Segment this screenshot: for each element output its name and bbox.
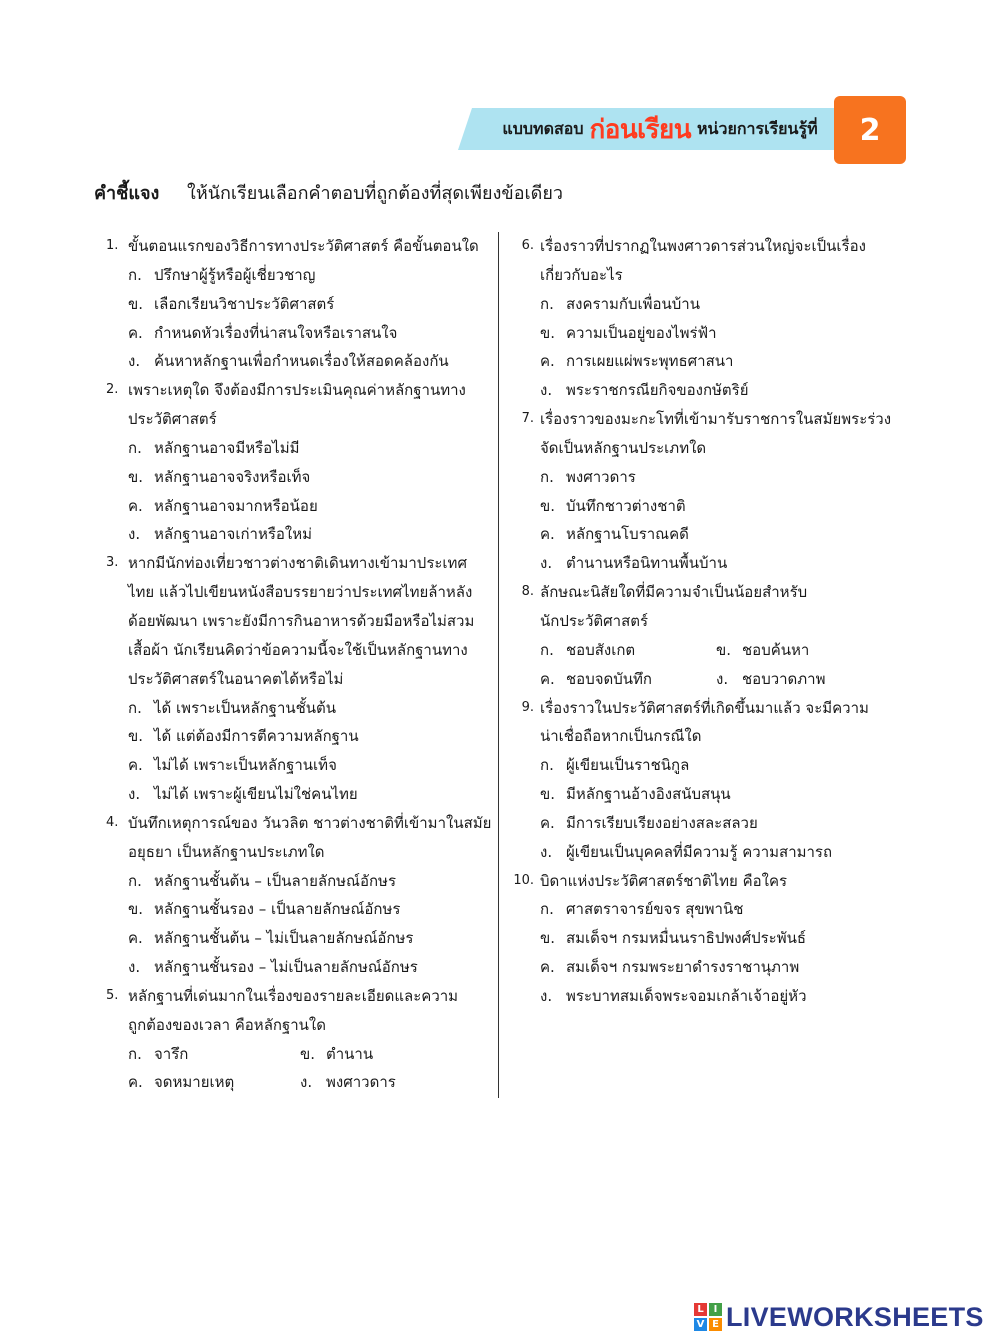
option-text: บันทึกชาวต่างชาติ xyxy=(566,496,686,515)
question-text: เรื่องราวที่ปรากฏในพงศาวดารส่วนใหญ่จะเป็นเรื่อง xyxy=(540,237,866,255)
logo-mark-letter: L xyxy=(694,1303,707,1316)
answer-option xyxy=(540,636,716,665)
option-letter: ก. xyxy=(128,698,142,717)
question-number: 5. xyxy=(106,987,119,1003)
answer-option xyxy=(106,722,498,751)
option-letter: ข. xyxy=(128,467,144,486)
option-text: การเผยแผ่พระพุทธศาสนา xyxy=(566,352,734,371)
question-line xyxy=(510,867,920,896)
option-letter: ง. xyxy=(716,669,729,688)
question-number: 4. xyxy=(106,814,119,830)
header-prefix: แบบทดสอบ xyxy=(502,118,584,138)
option-letter: ข. xyxy=(540,785,556,804)
option-text: เลือกเรียนวิชาประวัติศาสตร์ xyxy=(154,294,335,313)
answer-option xyxy=(300,1040,472,1069)
option-text: มีหลักฐานอ้างอิงสนับสนุน xyxy=(566,785,731,804)
answer-option xyxy=(106,290,498,319)
header-title xyxy=(480,108,840,150)
option-text: หลักฐานชั้นรอง – ไม่เป็นลายลักษณ์อักษร xyxy=(154,958,418,977)
question-text: หลักฐานที่เด่นมากในเรื่องของรายละเอียดและความ xyxy=(128,986,459,1005)
option-text: หลักฐานโบราณคดี xyxy=(566,525,689,544)
option-letter: ค. xyxy=(540,958,555,977)
option-text: ชอบจดบันทึก xyxy=(566,669,652,688)
option-letter: ข. xyxy=(540,929,556,948)
question-text-continued: ประวัติศาสตร์ในอนาคตได้หรือไม่ xyxy=(128,669,344,688)
question-item xyxy=(510,405,920,578)
answer-option xyxy=(106,780,498,809)
answer-option xyxy=(106,434,498,463)
option-text: กำหนดหัวเรื่องที่น่าสนใจหรือเราสนใจ xyxy=(154,323,398,342)
question-line xyxy=(106,549,498,578)
answer-option xyxy=(510,549,920,578)
option-text: ได้ แต่ต้องมีการตีความหลักฐาน xyxy=(154,727,359,746)
option-letter: ง. xyxy=(128,785,141,804)
question-line xyxy=(510,232,920,261)
option-text: พงศาวดาร xyxy=(566,467,636,486)
option-letter: ค. xyxy=(540,352,555,371)
option-text: สงครามกับเพื่อนบ้าน xyxy=(566,294,700,313)
question-text-continued: นักประวัติศาสตร์ xyxy=(540,611,649,630)
question-line xyxy=(106,809,498,838)
option-text: ความเป็นอยู่ของไพร่ฟ้า xyxy=(566,323,717,342)
option-text: ศาสตราจารย์ขจร สุขพานิช xyxy=(566,900,744,919)
answer-option xyxy=(510,376,920,405)
option-letter: ก. xyxy=(128,1044,142,1063)
answer-option xyxy=(540,665,716,694)
question-line xyxy=(106,982,498,1011)
option-text: ชอบวาดภาพ xyxy=(742,669,826,688)
logo-mark-icon xyxy=(694,1303,722,1331)
answer-option xyxy=(510,492,920,521)
instructions-label: คำชี้แจง xyxy=(94,183,160,204)
option-letter: ง. xyxy=(300,1073,313,1092)
option-text: สมเด็จฯ กรมพระยาดำรงราชานุภาพ xyxy=(566,958,800,977)
answer-option xyxy=(510,290,920,319)
option-letter: ก. xyxy=(540,467,554,486)
answer-option xyxy=(106,492,498,521)
question-text: หากมีนักท่องเที่ยวชาวต่างชาติเดินทางเข้ามาประเทศ xyxy=(128,554,467,573)
option-letter: ข. xyxy=(540,323,556,342)
question-number: 3. xyxy=(106,555,119,571)
option-text: ค้นหาหลักฐานเพื่อกำหนดเรื่องให้สอดคล้องกัน xyxy=(154,352,449,371)
answer-option xyxy=(300,1068,472,1097)
question-item xyxy=(510,694,920,867)
option-letter: ง. xyxy=(128,525,141,544)
option-text: หลักฐานชั้นรอง – เป็นลายลักษณ์อักษร xyxy=(154,900,401,919)
option-text: พระบาทสมเด็จพระจอมเกล้าเจ้าอยู่หัว xyxy=(566,986,807,1005)
option-letter: ข. xyxy=(128,900,144,919)
column-divider xyxy=(498,232,499,1098)
question-item xyxy=(106,982,498,1097)
option-letter: ง. xyxy=(540,986,553,1005)
question-text-continued: ด้อยพัฒนา เพราะยังมีการกินอาหารด้วยมือหรือไม่สวม xyxy=(128,611,475,630)
question-number: 1. xyxy=(106,238,119,253)
answer-option xyxy=(106,520,498,549)
liveworksheets-logo xyxy=(694,1300,984,1334)
question-item xyxy=(106,232,498,376)
question-text-continued: ประวัติศาสตร์ xyxy=(128,410,217,429)
question-text: บิดาแห่งประวัติศาสตร์ชาติไทย คือใคร xyxy=(540,871,788,890)
option-letter: ค. xyxy=(128,929,143,948)
answer-option xyxy=(510,347,920,376)
answer-option xyxy=(510,953,920,982)
header-highlight: ก่อนเรียน xyxy=(589,114,691,145)
answer-option xyxy=(106,463,498,492)
answer-option xyxy=(510,838,920,867)
answer-option-row xyxy=(106,1040,498,1069)
option-letter: ง. xyxy=(540,381,553,400)
option-text: จดหมายเหตุ xyxy=(154,1073,235,1092)
answer-option xyxy=(716,636,892,665)
question-line xyxy=(510,694,920,723)
question-item xyxy=(510,232,920,405)
option-letter: ข. xyxy=(716,640,732,659)
option-text: สมเด็จฯ กรมหมื่นนราธิปพงศ์ประพันธ์ xyxy=(566,929,807,948)
answer-option xyxy=(106,751,498,780)
question-item xyxy=(106,549,498,809)
answer-option xyxy=(128,1040,300,1069)
option-letter: ค. xyxy=(128,323,143,342)
question-text: ขั้นตอนแรกของวิธีการทางประวัติศาสตร์ คือขั้นตอนใด xyxy=(128,237,479,255)
answer-option xyxy=(716,665,892,694)
option-letter: ข. xyxy=(128,294,144,313)
option-letter: ก. xyxy=(128,438,142,457)
instructions xyxy=(94,178,563,207)
option-letter: ง. xyxy=(540,842,553,861)
option-letter: ง. xyxy=(128,958,141,977)
option-text: จารึก xyxy=(154,1044,189,1063)
header-suffix: หน่วยการเรียนรู้ที่ xyxy=(696,118,818,138)
question-text: เรื่องราวในประวัติศาสตร์ที่เกิดขึ้นมาแล้ว จะมีความ xyxy=(540,698,869,717)
question-text-continued: อยุธยา เป็นหลักฐานประเภทใด xyxy=(128,842,325,861)
answer-option xyxy=(106,953,498,982)
option-text: หลักฐานชั้นต้น – เป็นลายลักษณ์อักษร xyxy=(154,871,396,890)
option-text: หลักฐานชั้นต้น – ไม่เป็นลายลักษณ์อักษร xyxy=(154,929,414,948)
option-letter: ง. xyxy=(540,554,553,573)
option-text: ปรึกษาผู้รู้หรือผู้เชี่ยวชาญ xyxy=(154,265,316,284)
question-text-continued: เกี่ยวกับอะไร xyxy=(540,265,623,284)
question-item xyxy=(106,809,498,982)
question-number: 10. xyxy=(513,872,534,888)
question-number: 8. xyxy=(521,584,534,600)
question-number: 2. xyxy=(106,382,119,398)
option-letter: ก. xyxy=(540,900,554,919)
question-text: บันทึกเหตุการณ์ของ วันวลิต ชาวต่างชาติที่เข้ามาในสมัย xyxy=(128,813,492,832)
option-text: ผู้เขียนเป็นราชนิกูล xyxy=(566,756,690,775)
option-letter: ค. xyxy=(128,1073,143,1092)
answer-option xyxy=(510,809,920,838)
option-text: ไม่ได้ เพราะเป็นหลักฐานเท็จ xyxy=(154,756,337,775)
option-letter: ค. xyxy=(128,496,143,515)
option-text: ชอบสังเกต xyxy=(566,640,636,659)
answer-option-row xyxy=(106,1068,498,1097)
option-text: ตำนาน xyxy=(326,1044,374,1063)
option-letter: ก. xyxy=(540,294,554,313)
option-text: ชอบค้นหา xyxy=(742,640,810,659)
question-number: 9. xyxy=(521,699,534,715)
answer-option xyxy=(510,520,920,549)
option-letter: ค. xyxy=(540,525,555,544)
option-letter: ค. xyxy=(540,813,555,832)
option-text: พงศาวดาร xyxy=(326,1073,396,1092)
answer-option xyxy=(510,924,920,953)
option-letter: ก. xyxy=(540,640,554,659)
answer-option xyxy=(510,319,920,348)
question-text-continued: ถูกต้องของเวลา คือหลักฐานใด xyxy=(128,1015,326,1034)
answer-option-row xyxy=(510,636,920,665)
option-letter: ข. xyxy=(128,727,144,746)
right-question-column xyxy=(510,232,920,1011)
question-line xyxy=(510,405,920,434)
option-text: หลักฐานอาจเก่าหรือใหม่ xyxy=(154,525,313,544)
answer-option xyxy=(510,982,920,1011)
option-text: ผู้เขียนเป็นบุคคลที่มีความรู้ ความสามารถ xyxy=(566,842,833,861)
question-line xyxy=(510,578,920,607)
option-text: ได้ เพราะเป็นหลักฐานชั้นต้น xyxy=(154,698,337,717)
answer-option xyxy=(510,463,920,492)
option-letter: ก. xyxy=(128,265,142,284)
question-text-continued: จัดเป็นหลักฐานประเภทใด xyxy=(540,438,707,457)
answer-option xyxy=(510,780,920,809)
question-item xyxy=(510,578,920,693)
question-text-continued: เสื้อผ้า นักเรียนคิดว่าข้อความนี้จะใช้เป็นหลักฐานทาง xyxy=(128,640,468,659)
question-line xyxy=(106,376,498,405)
question-item xyxy=(510,867,920,1011)
question-item xyxy=(106,376,498,549)
option-letter: ค. xyxy=(540,669,555,688)
option-text: ตำนานหรือนิทานพื้นบ้าน xyxy=(566,554,728,573)
left-question-column xyxy=(106,232,498,1097)
option-letter: ค. xyxy=(128,756,143,775)
logo-mark-letter: I xyxy=(709,1303,722,1316)
option-letter: ข. xyxy=(540,496,556,515)
answer-option xyxy=(106,924,498,953)
answer-option xyxy=(106,261,498,290)
option-text: หลักฐานอาจจริงหรือเท็จ xyxy=(154,467,311,486)
logo-mark-letter: E xyxy=(709,1318,722,1331)
question-text: เพราะเหตุใด จึงต้องมีการประเมินคุณค่าหลักฐานทาง xyxy=(128,381,466,400)
question-text-continued: ไทย แล้วไปเขียนหนังสือบรรยายว่าประเทศไทยล้าหลัง xyxy=(128,583,473,602)
answer-option xyxy=(106,895,498,924)
option-letter: ก. xyxy=(540,756,554,775)
answer-option xyxy=(106,867,498,896)
option-text: หลักฐานอาจมีหรือไม่มี xyxy=(154,438,300,457)
option-text: มีการเรียบเรียงอย่างสละสลวย xyxy=(566,813,758,832)
instructions-text: ให้นักเรียนเลือกคำตอบที่ถูกต้องที่สุดเพียงข้อเดียว xyxy=(187,183,563,204)
logo-text: LIVEWORKSHEETS xyxy=(726,1301,984,1332)
question-number: 7. xyxy=(521,411,534,427)
logo-mark-letter: V xyxy=(694,1318,707,1331)
question-text: เรื่องราวของมะกะโทที่เข้ามารับราชการในสมัยพระร่วง xyxy=(540,410,892,429)
option-text: พระราชกรณียกิจของกษัตริย์ xyxy=(566,381,749,400)
answer-option xyxy=(510,895,920,924)
answer-option-row xyxy=(510,665,920,694)
question-text-continued: น่าเชื่อถือหากเป็นกรณีใด xyxy=(540,727,702,746)
option-letter: ก. xyxy=(128,871,142,890)
question-number: 6. xyxy=(521,238,534,253)
option-text: ไม่ได้ เพราะผู้เขียนไม่ใช่คนไทย xyxy=(154,785,358,804)
question-line xyxy=(106,232,498,261)
answer-option xyxy=(128,1068,300,1097)
answer-option xyxy=(106,694,498,723)
answer-option xyxy=(106,319,498,348)
answer-option xyxy=(510,751,920,780)
option-letter: ข. xyxy=(300,1044,316,1063)
option-text: หลักฐานอาจมากหรือน้อย xyxy=(154,496,318,515)
answer-option xyxy=(106,347,498,376)
question-text: ลักษณะนิสัยใดที่มีความจำเป็นน้อยสำหรับ xyxy=(540,583,808,602)
option-letter: ง. xyxy=(128,352,141,371)
unit-number-badge: 2 xyxy=(834,96,906,164)
